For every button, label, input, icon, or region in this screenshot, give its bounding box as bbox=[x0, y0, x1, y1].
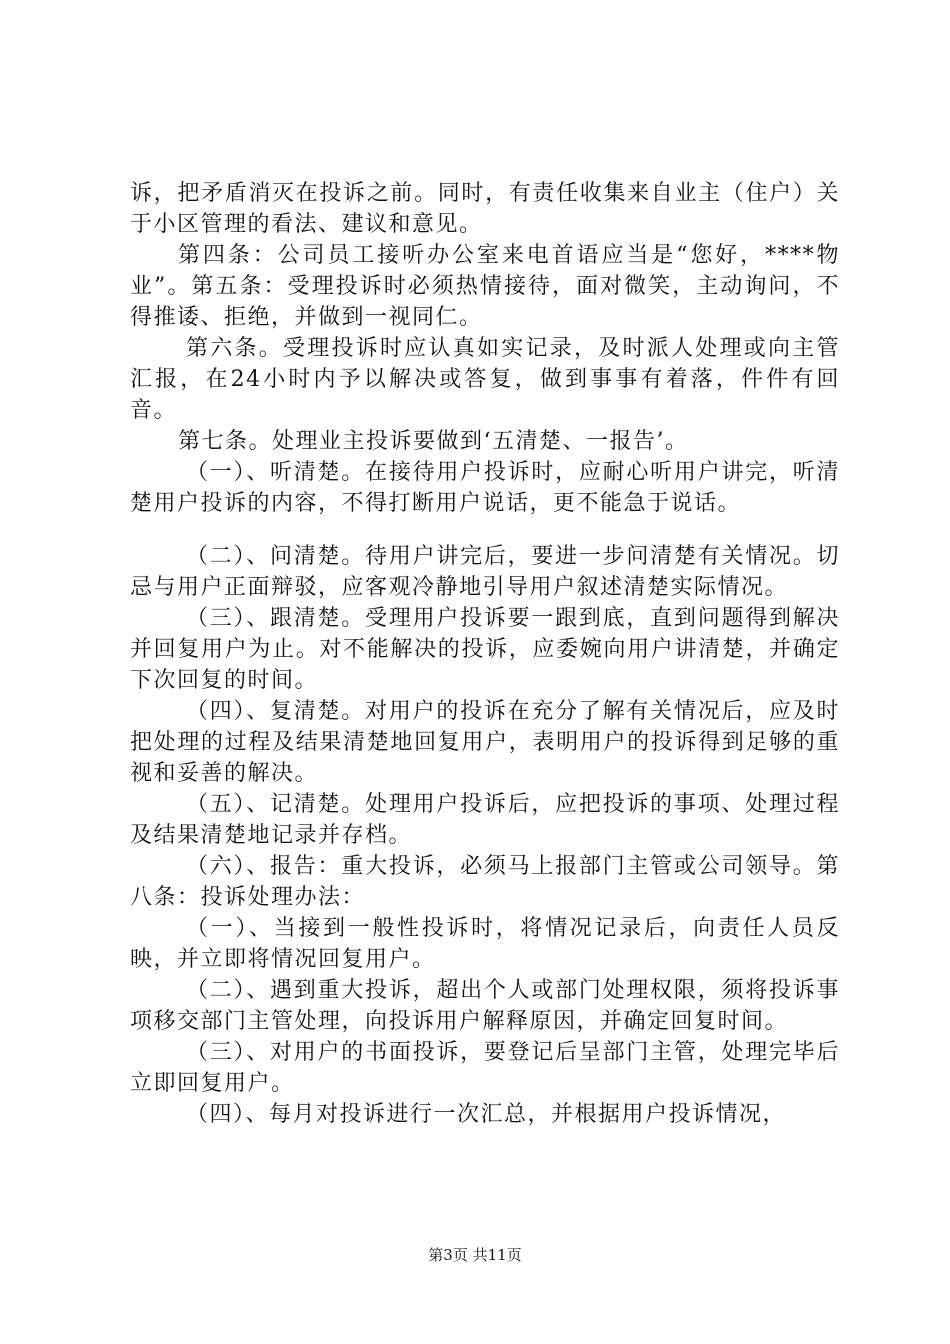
paragraph-method-4: （四）、每月对投诉进行一次汇总，并根据用户投诉情况， bbox=[186, 1102, 787, 1127]
paragraph-method-1: （一）、当接到一般性投诉时，将情况记录后，向责任人员反映，并立即将情况回复用户。 bbox=[130, 916, 840, 972]
document-body bbox=[130, 178, 840, 1130]
paragraph-item-report: （六）、报告：重大投诉，必须马上报部门主管或公司领导。第八条：投诉处理办法： bbox=[130, 854, 840, 910]
paragraph-article-4: 第四条：公司员工接听办公室来电首语应当是“您好，****物业”。第五条：受理投诉时必须热情接待，面对微笑，主动询问，不得推诿、拒绝，并做到一视同仁。 bbox=[130, 243, 840, 330]
paragraph-method-2: （二）、遇到重大投诉，超出个人或部门处理权限，须将投诉事项移交部门主管处理，向投诉用户解释原因，并确定回复时间。 bbox=[130, 978, 840, 1034]
paragraph-article-6: 第六条。受理投诉时应认真如实记录，及时派人处理或向主管汇报，在24小时内予以解决或答复，做到事事有着落，件件有回音。 bbox=[130, 336, 840, 423]
paragraph-continuation: 诉，把矛盾消灭在投诉之前。同时，有责任收集来自业主（住户）关于小区管理的看法、建议和意见。 bbox=[130, 181, 840, 237]
paragraph-item-follow: （三）、跟清楚。受理用户投诉要一跟到底，直到问题得到解决并回复用户为止。对不能解决的投诉，应委婉向用户讲清楚，并确定下次回复的时间。 bbox=[130, 606, 840, 693]
paragraph-method-3: （三）、对用户的书面投诉，要登记后呈部门主管，处理完毕后立即回复用户。 bbox=[130, 1040, 840, 1096]
paragraph-item-reply: （四）、复清楚。对用户的投诉在充分了解有关情况后，应及时把处理的过程及结果清楚地回复用户，表明用户的投诉得到足够的重视和妥善的解决。 bbox=[130, 699, 840, 786]
paragraph-item-listen: （一）、听清楚。在接待用户投诉时，应耐心听用户讲完，听清楚用户投诉的内容，不得打断用户说话，更不能急于说话。 bbox=[130, 460, 840, 516]
paragraph-item-ask: （二）、问清楚。待用户讲完后，要进一步问清楚有关情况。切忌与用户正面辩驳，应客观冷静地引导用户叙述清楚实际情况。 bbox=[130, 544, 840, 600]
page-number-footer: 第3页 共11页 bbox=[428, 1246, 522, 1264]
paragraph-item-record: （五）、记清楚。处理用户投诉后，应把投诉的事项、处理过程及结果清楚地记录并存档。 bbox=[130, 792, 840, 848]
paragraph-article-7: 第七条。处理业主投诉要做到‘五清楚、一报告’。 bbox=[178, 429, 689, 454]
paragraph-gap bbox=[130, 519, 840, 541]
